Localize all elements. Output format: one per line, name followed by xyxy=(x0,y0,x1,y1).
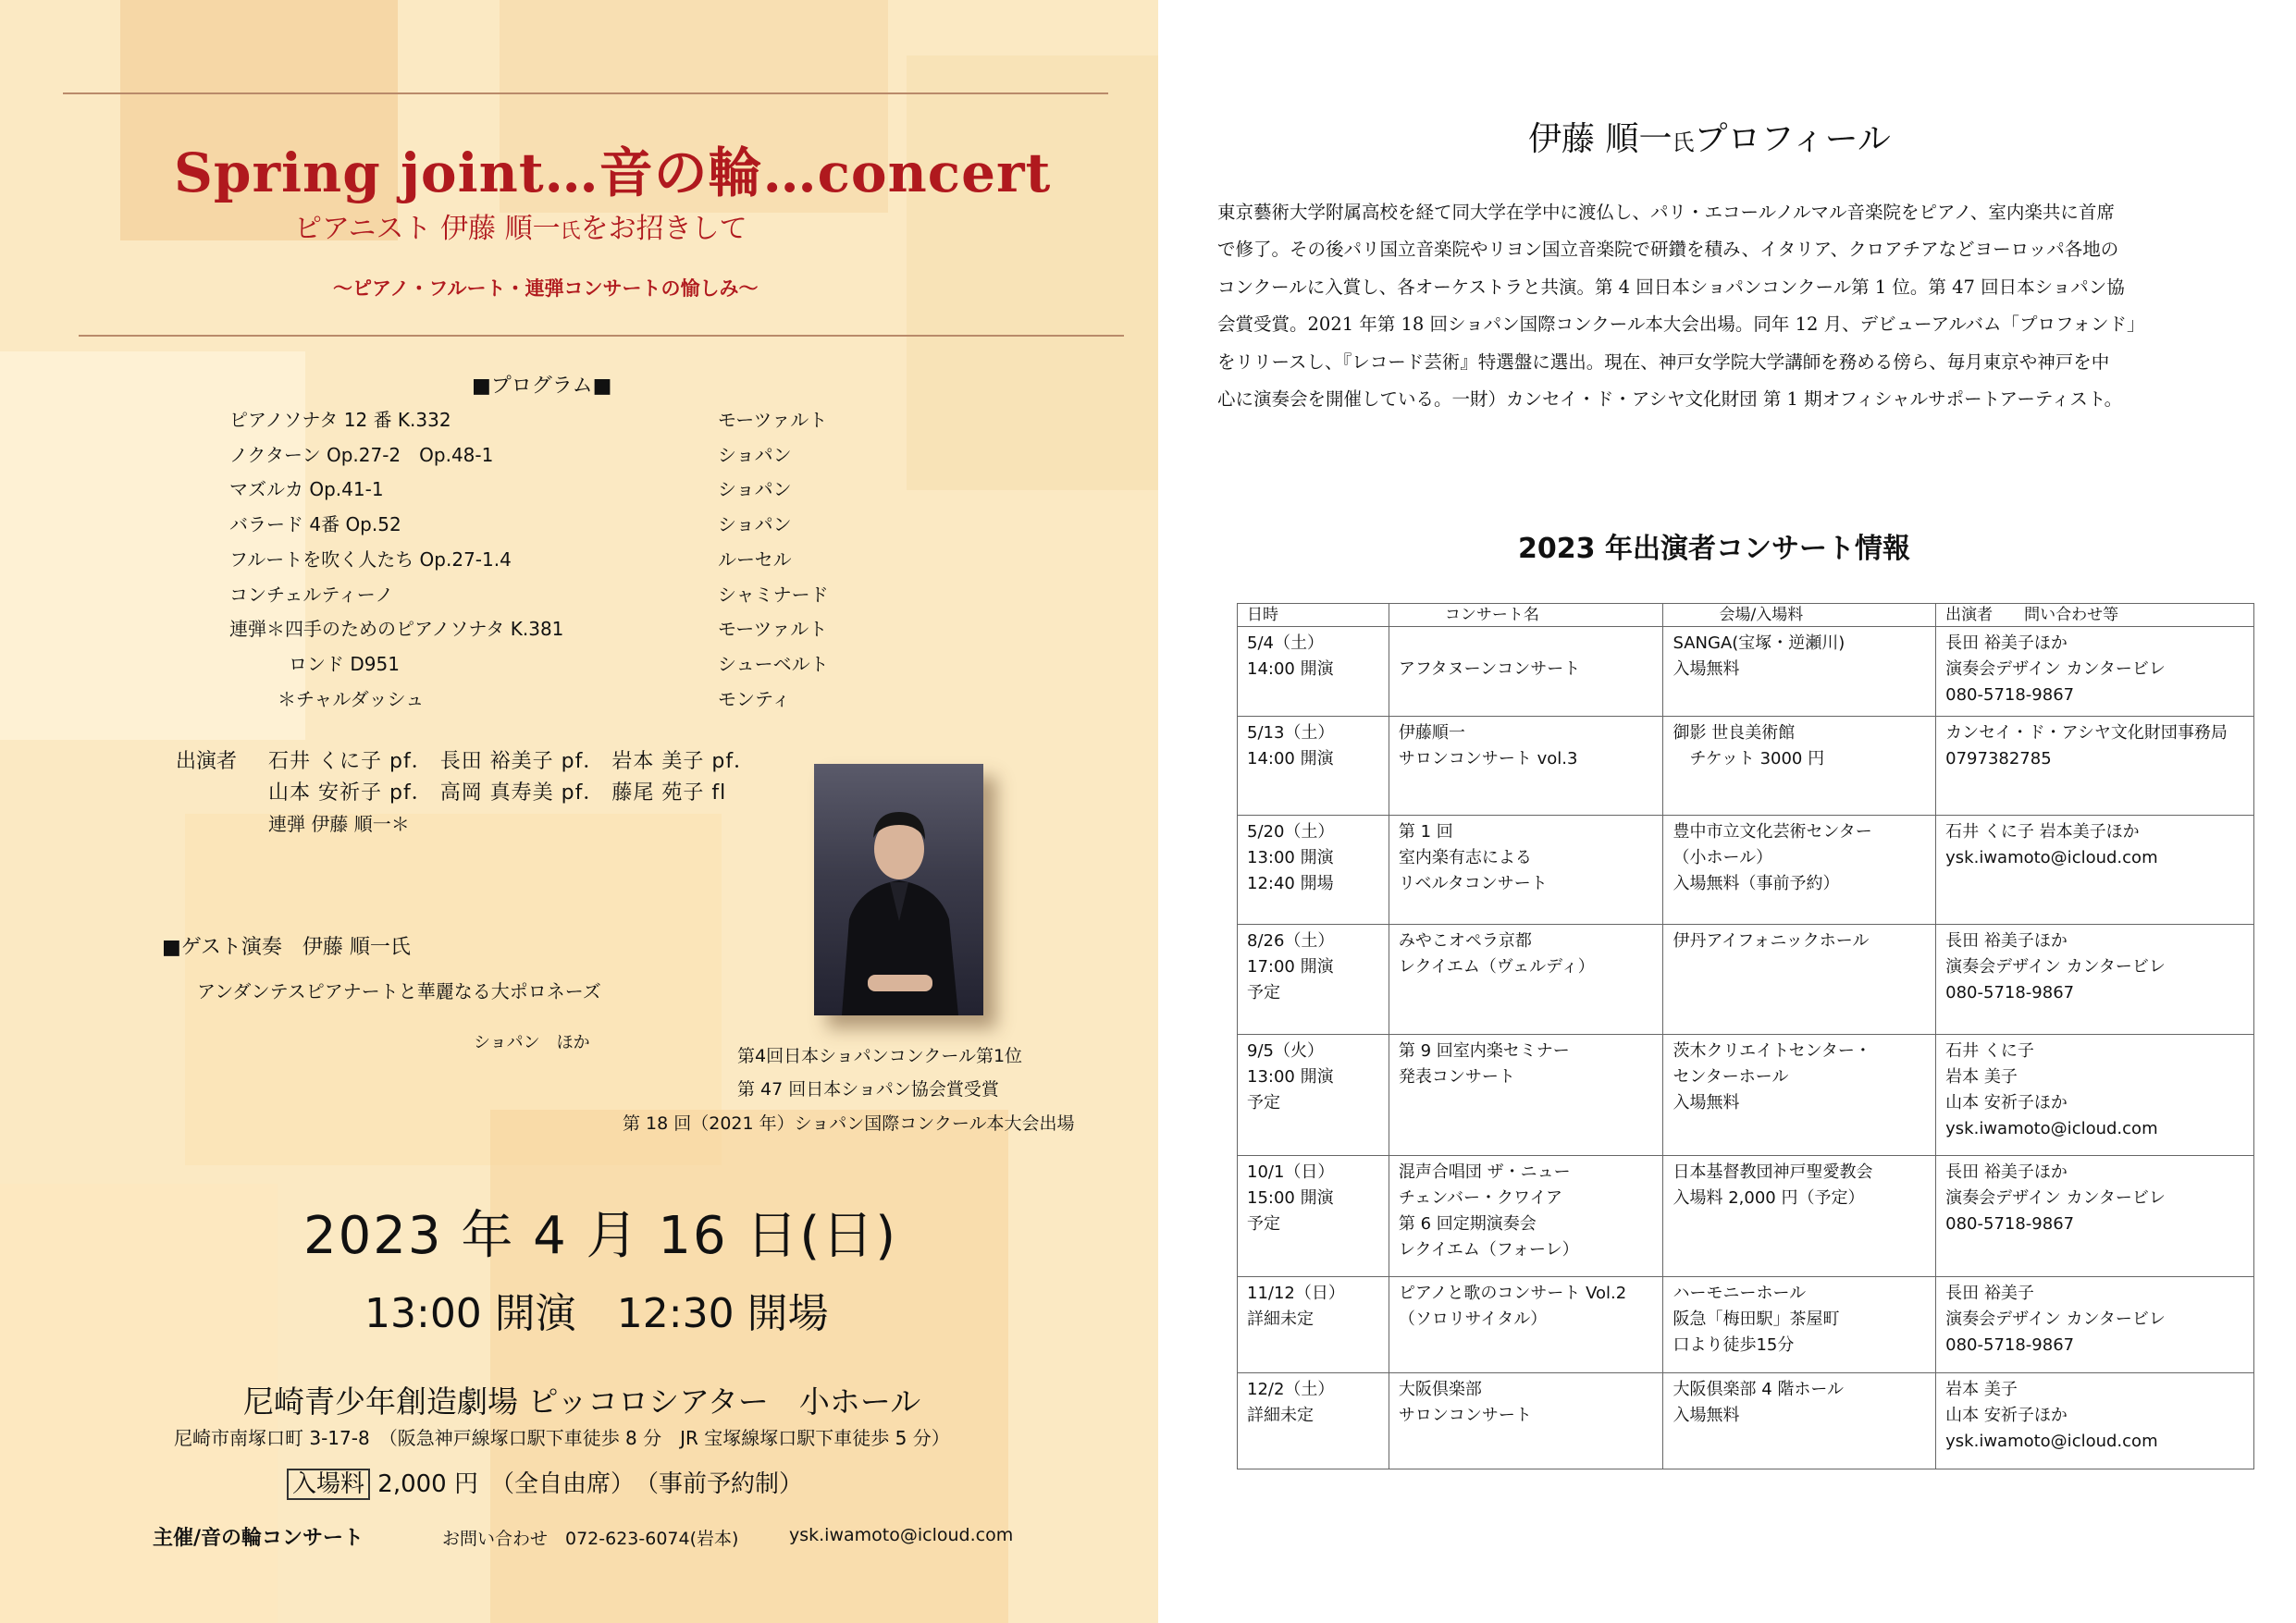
schedule-cell-venue: 豊中市立文化芸術センター （小ホール） 入場無料（事前予約） xyxy=(1663,816,1936,925)
decor-block xyxy=(0,1184,278,1623)
schedule-cell-venue: 茨木クリエイトセンター・ センターホール 入場無料 xyxy=(1663,1035,1936,1156)
fee-line xyxy=(287,1465,803,1499)
table-row xyxy=(1238,1035,2254,1156)
program-piece-9: ＊チャルダッシュ xyxy=(278,688,425,710)
table-row xyxy=(1238,1277,2254,1373)
top-rule xyxy=(63,92,1108,94)
concert-time: 13:00 開演 12:30 開場 xyxy=(364,1290,829,1337)
schedule-cell-name: 第 1 回 室内楽有志による リベルタコンサート xyxy=(1389,816,1663,925)
schedule-cell-name: 混声合唱団 ザ・ニュー チェンバー・クワイア 第 6 回定期演奏会 レクイエム（フォーレ） xyxy=(1389,1156,1663,1277)
schedule-cell-contact: 長田 裕美子ほか 演奏会デザイン カンタービレ 080-5718-9867 xyxy=(1936,1156,2254,1277)
profile-title xyxy=(1528,113,1891,160)
fee-label: 入場料 xyxy=(287,1469,370,1500)
fee-text: 2,000 円 （全自由席） （事前予約制） xyxy=(377,1470,803,1498)
pianist-photo xyxy=(814,764,983,1015)
subtitle-end: をお招きして xyxy=(580,213,747,245)
schedule-cell-date: 10/1（日） 15:00 開演 予定 xyxy=(1238,1156,1389,1277)
schedule-cell-contact: 長田 裕美子ほか 演奏会デザイン カンタービレ 080-5718-9867 xyxy=(1936,627,2254,717)
schedule-cell-date: 11/12（日） 詳細未定 xyxy=(1238,1277,1389,1373)
header-concert: コンサート名 xyxy=(1389,604,1663,627)
program-piece-3: マズルカ Op.41-1 xyxy=(229,478,384,500)
concert-venue: 尼崎青少年創造劇場 ピッコロシアター 小ホール xyxy=(243,1383,921,1420)
table-row xyxy=(1238,816,2254,925)
schedule-cell-name: ピアノと歌のコンサート Vol.2 （ソロリサイタル） xyxy=(1389,1277,1663,1373)
program-piece-1: ピアノソナタ 12 番 K.332 xyxy=(229,409,451,431)
profile-line-2: で修了。その後パリ国立音楽院やリヨン国立音楽院で研鑽を積み、イタリア、クロアチアなどヨーロッパ各地の xyxy=(1217,239,2119,260)
program-composer-2: ショパン xyxy=(718,444,792,466)
schedule-cell-venue: 御影 世良美術館 チケット 3000 円 xyxy=(1663,717,1936,816)
award-1: 第4回日本ショパンコンクール第1位 xyxy=(737,1046,1023,1066)
award-2: 第 47 回日本ショパン協会賞受賞 xyxy=(737,1079,999,1100)
profile-line-1: 東京藝術大学附属高校を経て同大学在学中に渡仏し、パリ・エコールノルマル音楽院をピアノ、室内楽共に首席 xyxy=(1217,202,2115,223)
performers-line-1: 石井 くに子 pf． 長田 裕美子 pf． 岩本 美子 pf． xyxy=(268,750,756,773)
subtitle-suffix: 氏 xyxy=(560,220,581,243)
program-piece-2: ノクターン Op.27-2 Op.48-1 xyxy=(229,444,494,466)
schedule-cell-date: 5/20（土） 13:00 開演 12:40 開場 xyxy=(1238,816,1389,925)
profile-line-3: コンクールに入賞し、各オーケストラと共演。第 4 回日本ショパンコンクール第 1 位。第 47 回日本ショパン協 xyxy=(1217,277,2125,298)
header-date: 日時 xyxy=(1238,604,1389,627)
schedule-cell-name: 大阪倶楽部 サロンコンサート xyxy=(1389,1373,1663,1469)
schedule-cell-name: アフタヌーンコンサート xyxy=(1389,627,1663,717)
program-composer-1: モーツァルト xyxy=(718,409,828,431)
schedule-cell-name: 伊藤順一 サロンコンサート vol.3 xyxy=(1389,717,1663,816)
subtitle-main: ピアニスト 伊藤 順一 xyxy=(294,213,561,245)
table-row xyxy=(1238,1156,2254,1277)
schedule-title: 2023 年出演者コンサート情報 xyxy=(1518,533,1910,565)
profile-title-end: プロフィール xyxy=(1694,120,1891,158)
schedule-cell-contact: 長田 裕美子 演奏会デザイン カンタービレ 080-5718-9867 xyxy=(1936,1277,2254,1373)
performers-line-3: 連弾 伊藤 順一＊ xyxy=(268,813,410,835)
schedule-cell-contact: 石井 くに子 岩本美子ほか ysk.iwamoto@icloud.com xyxy=(1936,816,2254,925)
schedule-cell-venue: SANGA(宝塚・逆瀬川) 入場無料 xyxy=(1663,627,1936,717)
schedule-cell-contact: カンセイ・ド・アシヤ文化財団事務局 0797382785 xyxy=(1936,717,2254,816)
program-composer-9: モンティ xyxy=(718,688,791,710)
schedule-cell-venue: 伊丹アイフォニックホール xyxy=(1663,925,1936,1035)
schedule-cell-contact: 長田 裕美子ほか 演奏会デザイン カンタービレ 080-5718-9867 xyxy=(1936,925,2254,1035)
header-venue: 会場/入場料 xyxy=(1663,604,1936,627)
schedule-header-row xyxy=(1238,604,2254,627)
schedule-cell-date: 12/2（土） 詳細未定 xyxy=(1238,1373,1389,1469)
program-piece-6: コンチェルティーノ xyxy=(229,584,394,606)
performers-label: 出演者 xyxy=(176,750,238,773)
program-heading: ■プログラム■ xyxy=(472,375,612,398)
performers-line-2: 山本 安祈子 pf． 高岡 真寿美 pf． 藤尾 苑子 fl xyxy=(268,781,727,805)
table-row xyxy=(1238,925,2254,1035)
program-composer-6: シャミナード xyxy=(718,584,829,606)
schedule-cell-venue: 大阪倶楽部 4 階ホール 入場無料 xyxy=(1663,1373,1936,1469)
header-contact: 出演者 問い合わせ等 xyxy=(1936,604,2254,627)
concert-title: Spring joint…音の輪…concert xyxy=(174,141,1052,204)
award-3: 第 18 回（2021 年）ショパン国際コンクール本大会出場 xyxy=(623,1113,1075,1134)
schedule-cell-venue: 日本基督教団神戸聖愛教会 入場料 2,000 円（予定） xyxy=(1663,1156,1936,1277)
profile-title-suffix: 氏 xyxy=(1672,129,1695,155)
program-composer-3: ショパン xyxy=(718,478,792,500)
program-piece-5: フルートを吹く人たち Op.27-1.4 xyxy=(229,548,512,571)
profile-line-4: 会賞受賞。2021 年第 18 回ショパン国際コンクール本大会出場。同年 12 月、デビューアルバム「プロフォンド」 xyxy=(1217,314,2145,335)
schedule-cell-contact: 岩本 美子 山本 安祈子ほか ysk.iwamoto@icloud.com xyxy=(1936,1373,2254,1469)
venue-address: 尼崎市南塚口町 3-17-8 （阪急神戸線塚口駅下車徒歩 8 分 JR 宝塚線塚口駅下車徒歩 5 分） xyxy=(174,1427,950,1449)
pianist-portrait-icon xyxy=(814,764,983,1015)
contact-phone: お問い合わせ 072-623-6074(岩本) xyxy=(442,1529,739,1549)
program-composer-5: ルーセル xyxy=(718,548,792,571)
schedule-cell-name: みやこオペラ京都 レクイエム（ヴェルディ） xyxy=(1389,925,1663,1035)
program-composer-8: シューベルト xyxy=(718,653,829,675)
mid-rule xyxy=(79,335,1124,337)
guest-piece: アンダンテスピアナートと華麗なる大ポロネーズ xyxy=(197,980,601,1002)
program-piece-4: バラード 4番 Op.52 xyxy=(229,513,401,535)
schedule-cell-contact: 石井 くに子 岩本 美子 山本 安祈子ほか ysk.iwamoto@icloud.com xyxy=(1936,1035,2254,1156)
program-composer-4: ショパン xyxy=(718,513,792,535)
contact-email: ysk.iwamoto@icloud.com xyxy=(789,1525,1014,1545)
table-row xyxy=(1238,1373,2254,1469)
profile-line-5: をリリースし、『レコード芸術』特選盤に選出。現在、神戸女学院大学講師を務める傍ら、毎月東京や神戸を中 xyxy=(1217,351,2110,373)
schedule-cell-venue: ハーモニーホール 阪急「梅田駅」茶屋町 口より徒歩15分 xyxy=(1663,1277,1936,1373)
schedule-cell-date: 5/13（土） 14:00 開演 xyxy=(1238,717,1389,816)
program-piece-7: 連弾＊四手のためのピアノソナタ K.381 xyxy=(229,618,564,640)
schedule-cell-date: 9/5（火） 13:00 開演 予定 xyxy=(1238,1035,1389,1156)
schedule-cell-date: 5/4（土） 14:00 開演 xyxy=(1238,627,1389,717)
table-row xyxy=(1238,627,2254,717)
organizer: 主催/音の輪コンサート xyxy=(153,1527,364,1550)
program-piece-8: ロンド D951 xyxy=(289,653,400,675)
concert-date: 2023 年 4 月 16 日(日) xyxy=(303,1206,898,1266)
profile-title-name: 伊藤 順一 xyxy=(1528,120,1673,158)
tagline: ～ピアノ・フルート・連弾コンサートの愉しみ～ xyxy=(333,277,759,300)
schedule-cell-date: 8/26（土） 17:00 開演 予定 xyxy=(1238,925,1389,1035)
schedule-cell-name: 第 9 回室内楽セミナー 発表コンサート xyxy=(1389,1035,1663,1156)
guest-composer: ショパン ほか xyxy=(474,1033,590,1052)
decor-block xyxy=(907,55,1158,490)
profile-line-6: 心に演奏会を開催している。一財）カンセイ・ド・アシヤ文化財団 第 1 期オフィシャルサポートアーティスト。 xyxy=(1217,388,2123,410)
concert-subtitle xyxy=(294,205,747,246)
table-row xyxy=(1238,717,2254,816)
schedule-table xyxy=(1237,603,2254,1469)
program-composer-7: モーツァルト xyxy=(718,618,828,640)
guest-heading: ■ゲスト演奏 伊藤 順一氏 xyxy=(162,936,411,959)
